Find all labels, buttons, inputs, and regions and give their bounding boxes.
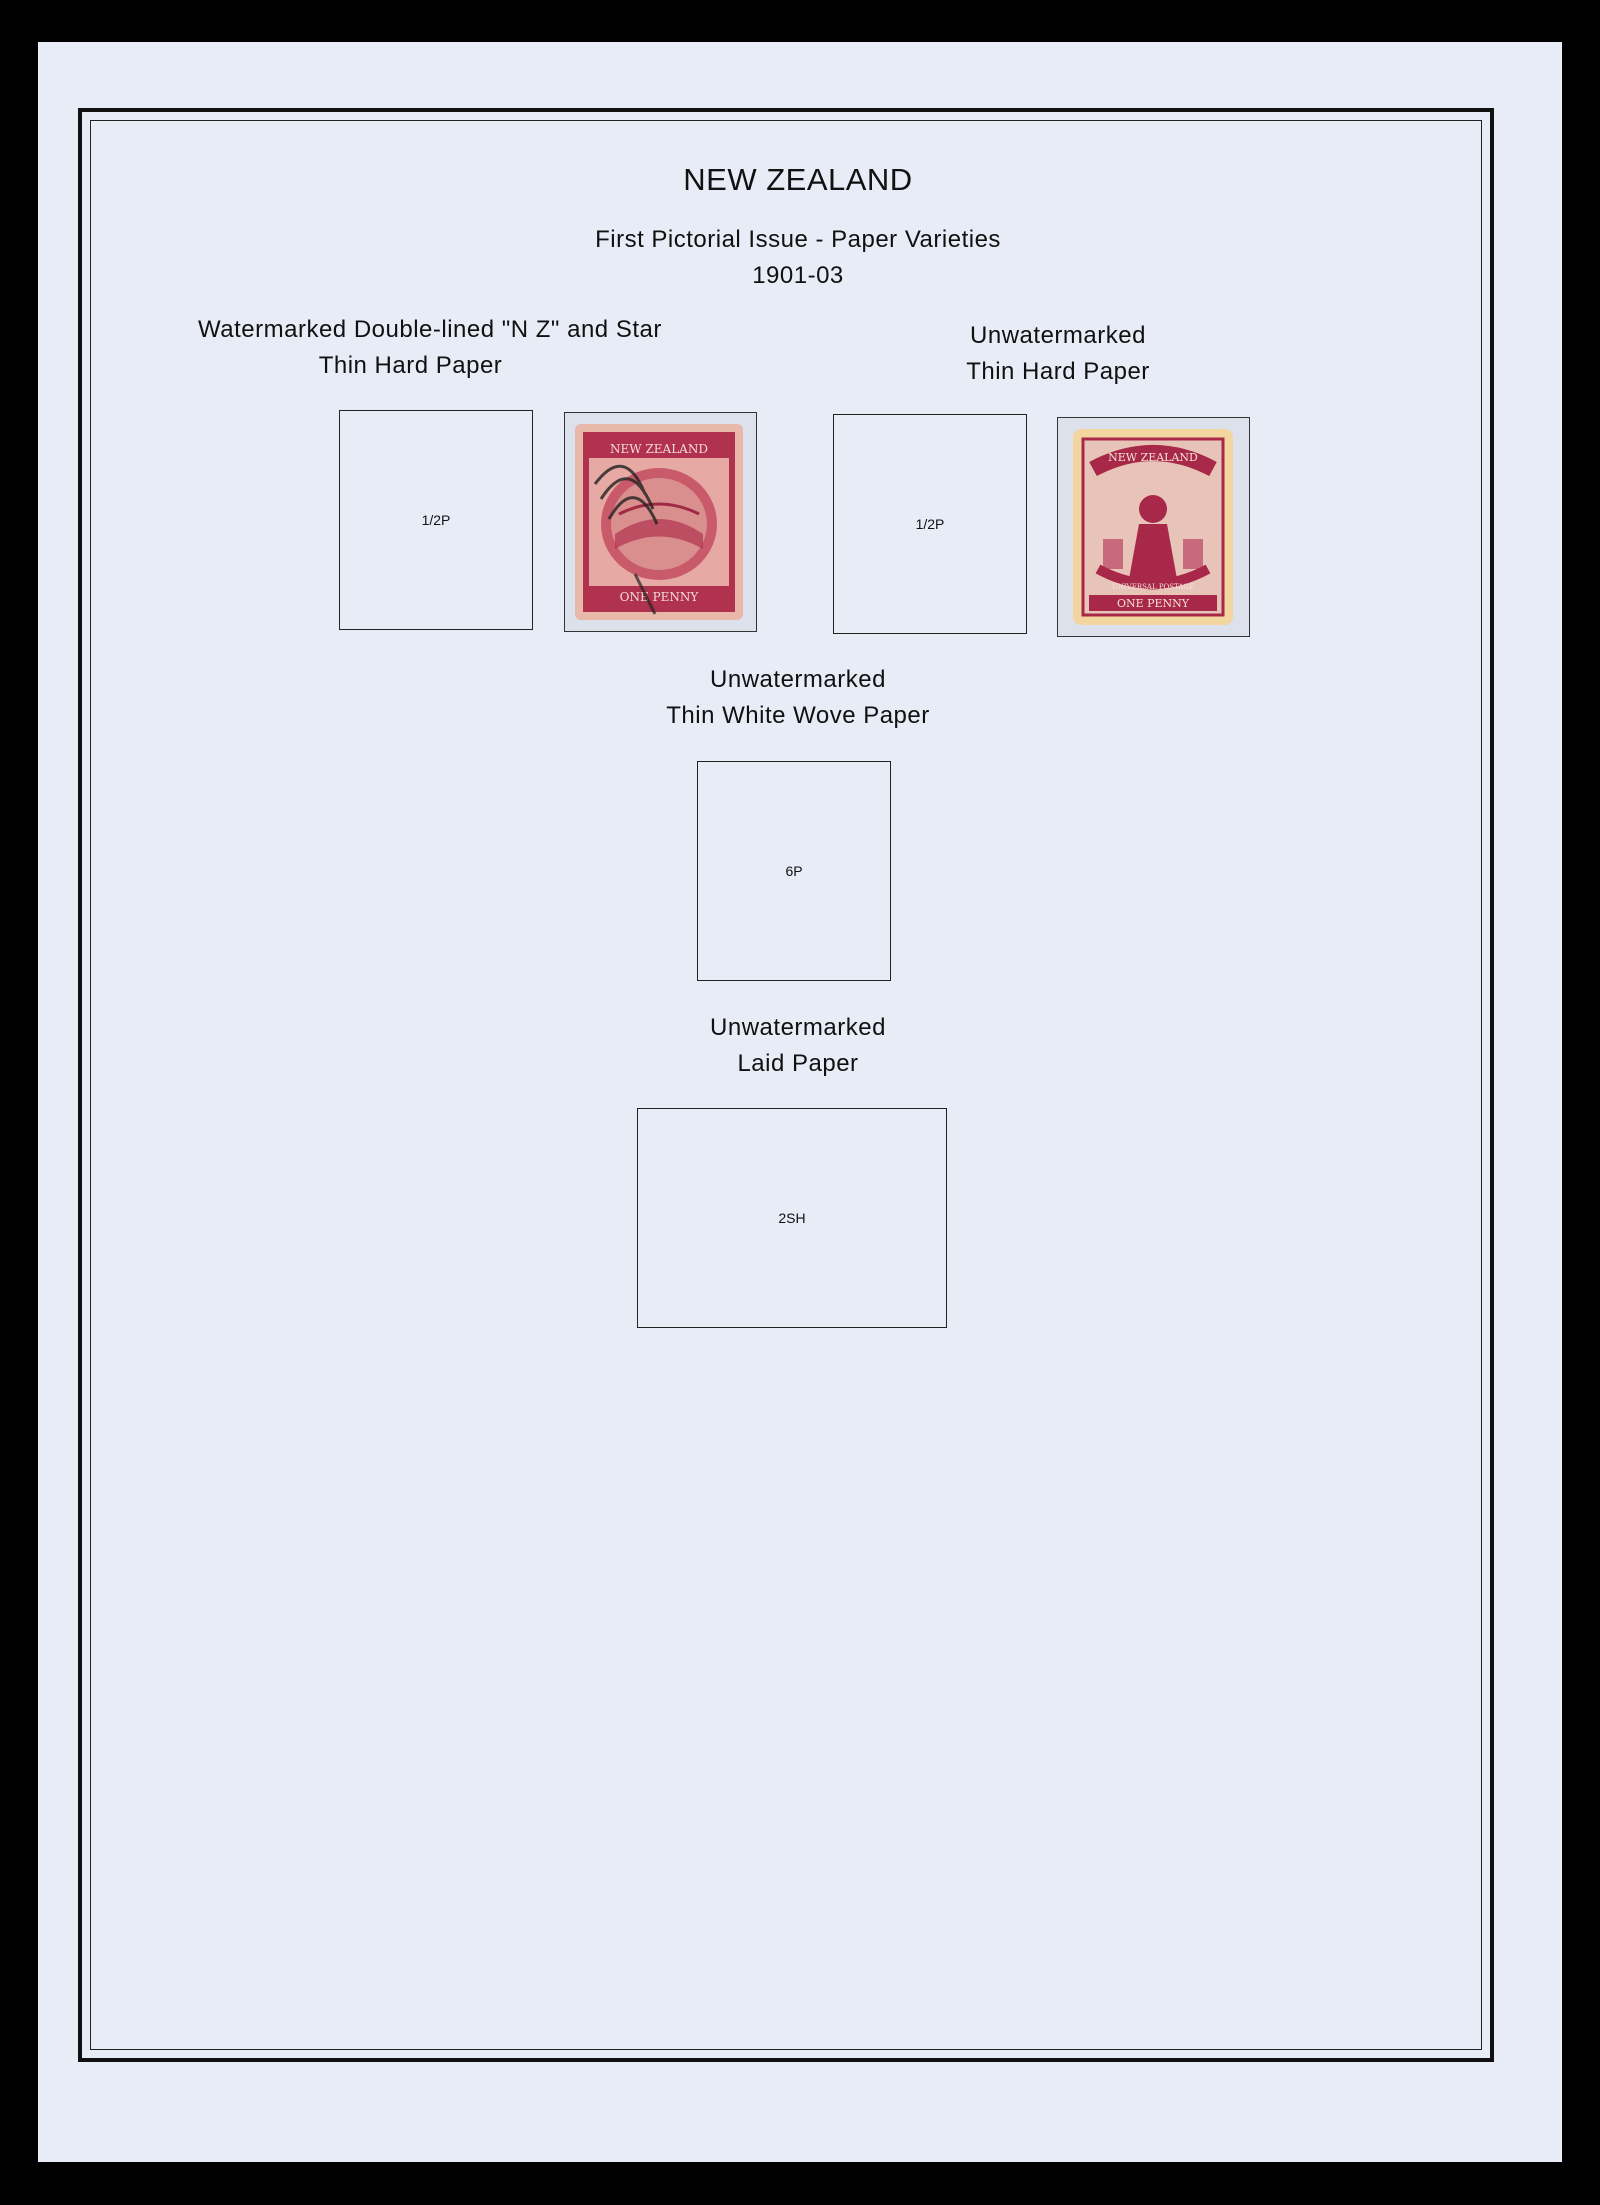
section-unwatermarked-hard-heading: Unwatermarked [970, 322, 1146, 349]
page-title: NEW ZEALAND [683, 162, 913, 197]
section-unwatermarked-hard-paper: Thin Hard Paper [966, 358, 1150, 385]
stamp-top-inscription: NEW ZEALAND [610, 442, 708, 456]
stamp-bottom-inscription: ONE PENNY [619, 590, 699, 604]
stamp-slot-label: 1/2P [421, 512, 451, 528]
stamp-slot-label: 6P [785, 863, 803, 879]
page-year: 1901-03 [752, 262, 844, 289]
stamp-slot-unwatermarked-half-penny [833, 414, 1027, 634]
stamp-mount-unwatermarked [1057, 417, 1250, 637]
section-laid-heading: Unwatermarked [710, 1014, 886, 1041]
stamp-ribbon-inscription: UNIVERSAL POSTAGE [1111, 583, 1195, 591]
stamp-one-penny-universal-image [1073, 429, 1233, 625]
section-watermarked-paper: Thin Hard Paper [318, 352, 503, 379]
album-page [38, 42, 1562, 2162]
stamp-slot-two-shillings [637, 1108, 947, 1328]
page-subtitle: First Pictorial Issue - Paper Varieties [595, 226, 1001, 253]
stamp-slot-watermarked-half-penny [339, 410, 533, 630]
section-wove-heading: Unwatermarked [710, 666, 886, 693]
section-laid-paper: Laid Paper [737, 1050, 859, 1077]
page-border-inner [90, 120, 1482, 2050]
stamp-slot-label: 1/2P [915, 516, 945, 532]
stamp-top-inscription: NEW ZEALAND [1108, 451, 1198, 464]
stamp-one-penny-landscape-image [575, 424, 743, 620]
stamp-mount-watermarked [564, 412, 757, 632]
stamp-slot-six-pence [697, 761, 891, 981]
stamp-slot-label: 2SH [778, 1210, 806, 1226]
section-watermarked-heading: Watermarked Double-lined "N Z" and Star [198, 316, 662, 343]
stamp-bottom-inscription: ONE PENNY [1116, 597, 1190, 610]
section-wove-paper: Thin White Wove Paper [666, 702, 930, 729]
